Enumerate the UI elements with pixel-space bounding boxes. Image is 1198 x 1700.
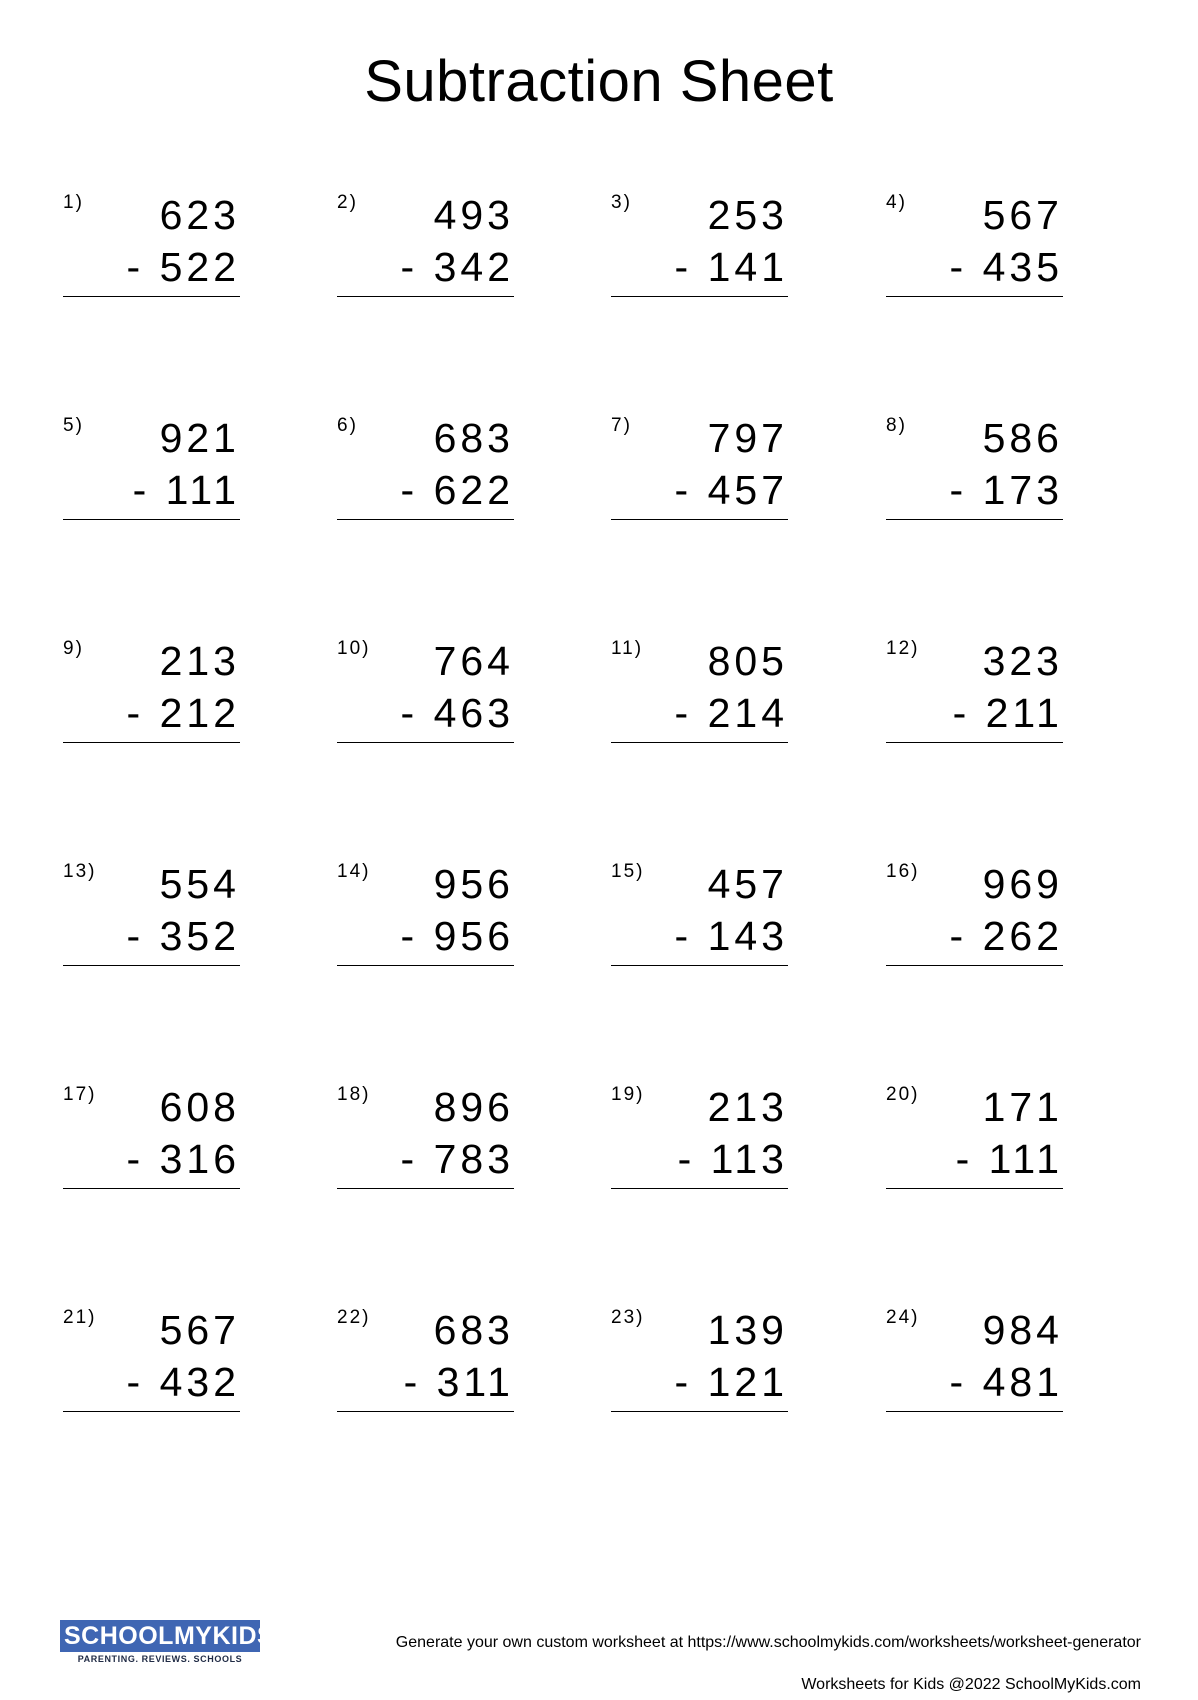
problem-item [337,190,514,330]
minuend: 608 [159,1084,240,1130]
problem-number: 14) [337,861,371,882]
minuend: 554 [159,861,240,907]
subtrahend: - 121 [674,1359,788,1405]
problem-item [611,190,788,330]
page-title: Subtraction Sheet [364,49,834,114]
minuend: 213 [707,1084,788,1130]
minuend: 323 [982,638,1063,684]
problem-item [63,1082,240,1222]
minuend: 567 [982,192,1063,238]
answer-line [337,1188,514,1189]
subtrahend: - 173 [949,467,1063,513]
subtrahend: - 481 [949,1359,1063,1405]
problem-item [611,636,788,776]
subtrahend: - 956 [400,913,514,959]
problem-number: 9) [63,638,84,659]
problem-item [337,859,514,999]
answer-line [886,1188,1063,1189]
problem-number: 15) [611,861,645,882]
minuend: 567 [159,1307,240,1353]
problem-number: 13) [63,861,97,882]
subtrahend: - 143 [674,913,788,959]
problem-number: 3) [611,192,632,213]
minuend: 171 [982,1084,1063,1130]
problem-number: 6) [337,415,358,436]
subtrahend: - 262 [949,913,1063,959]
subtrahend: - 622 [400,467,514,513]
answer-line [886,965,1063,966]
problem-number: 10) [337,638,371,659]
problem-number: 4) [886,192,907,213]
subtrahend: - 316 [126,1136,240,1182]
minuend: 139 [707,1307,788,1353]
problem-item [63,190,240,330]
logo-tagline: PARENTING. REVIEWS. SCHOOLS [77,1654,243,1664]
generator-note: Generate your own custom worksheet at https://www.schoolmykids.com/worksheets/worksheet-generator [395,1634,1141,1651]
problem-item [886,413,1063,553]
problem-number: 17) [63,1084,97,1105]
minuend: 493 [433,192,514,238]
minuend: 969 [982,861,1063,907]
problem-number: 23) [611,1307,645,1328]
answer-line [611,1188,788,1189]
subtrahend: - 311 [403,1359,514,1405]
problem-item [611,859,788,999]
subtrahend: - 352 [126,913,240,959]
answer-line [886,1411,1063,1412]
answer-line [886,519,1063,520]
minuend: 805 [707,638,788,684]
answer-line [337,965,514,966]
answer-line [337,296,514,297]
answer-line [63,965,240,966]
answer-line [886,296,1063,297]
problem-item [337,1305,514,1445]
subtrahend: - 432 [126,1359,240,1405]
logo-wordmark: SCHOOLMYKIDS [60,1620,260,1652]
subtrahend: - 141 [674,244,788,290]
minuend: 921 [159,415,240,461]
minuend: 213 [159,638,240,684]
problem-number: 5) [63,415,84,436]
answer-line [886,742,1063,743]
problem-item [611,1082,788,1222]
problem-number: 7) [611,415,632,436]
subtrahend: - 342 [400,244,514,290]
answer-line [63,1188,240,1189]
problem-number: 24) [886,1307,920,1328]
minuend: 984 [982,1307,1063,1353]
answer-line [63,1411,240,1412]
answer-line [611,1411,788,1412]
minuend: 253 [707,192,788,238]
problem-item [886,636,1063,776]
problem-number: 18) [337,1084,371,1105]
subtrahend: - 457 [674,467,788,513]
answer-line [337,742,514,743]
minuend: 683 [433,415,514,461]
subtrahend: - 435 [949,244,1063,290]
problem-number: 8) [886,415,907,436]
schoolmykids-logo [60,1620,275,1664]
problem-item [886,1082,1063,1222]
copyright-note: Worksheets for Kids @2022 SchoolMyKids.com [801,1676,1141,1693]
answer-line [611,296,788,297]
answer-line [337,1411,514,1412]
answer-line [337,519,514,520]
subtrahend: - 212 [126,690,240,736]
subtrahend: - 113 [677,1136,788,1182]
problem-item [886,190,1063,330]
problem-item [886,1305,1063,1445]
problem-number: 19) [611,1084,645,1105]
minuend: 956 [433,861,514,907]
minuend: 896 [433,1084,514,1130]
answer-line [63,742,240,743]
answer-line [63,296,240,297]
minuend: 683 [433,1307,514,1353]
problem-number: 20) [886,1084,920,1105]
problem-number: 21) [63,1307,97,1328]
problem-item [63,636,240,776]
subtrahend: - 522 [126,244,240,290]
problem-number: 22) [337,1307,371,1328]
problem-item [886,859,1063,999]
subtrahend: - 111 [132,467,240,513]
problem-number: 2) [337,192,358,213]
problem-item [337,1082,514,1222]
problem-item [611,1305,788,1445]
problem-item [63,859,240,999]
subtrahend: - 111 [955,1136,1063,1182]
problem-item [337,413,514,553]
problem-item [611,413,788,553]
subtrahend: - 463 [400,690,514,736]
answer-line [611,965,788,966]
answer-line [611,519,788,520]
problem-number: 12) [886,638,920,659]
minuend: 457 [707,861,788,907]
subtrahend: - 214 [674,690,788,736]
answer-line [63,519,240,520]
minuend: 797 [707,415,788,461]
problem-item [63,413,240,553]
problem-item [337,636,514,776]
problem-item [63,1305,240,1445]
subtrahend: - 211 [952,690,1063,736]
problem-number: 11) [611,638,644,659]
minuend: 586 [982,415,1063,461]
answer-line [611,742,788,743]
minuend: 764 [433,638,514,684]
minuend: 623 [159,192,240,238]
subtrahend: - 783 [400,1136,514,1182]
problem-number: 16) [886,861,920,882]
problem-number: 1) [63,192,84,213]
